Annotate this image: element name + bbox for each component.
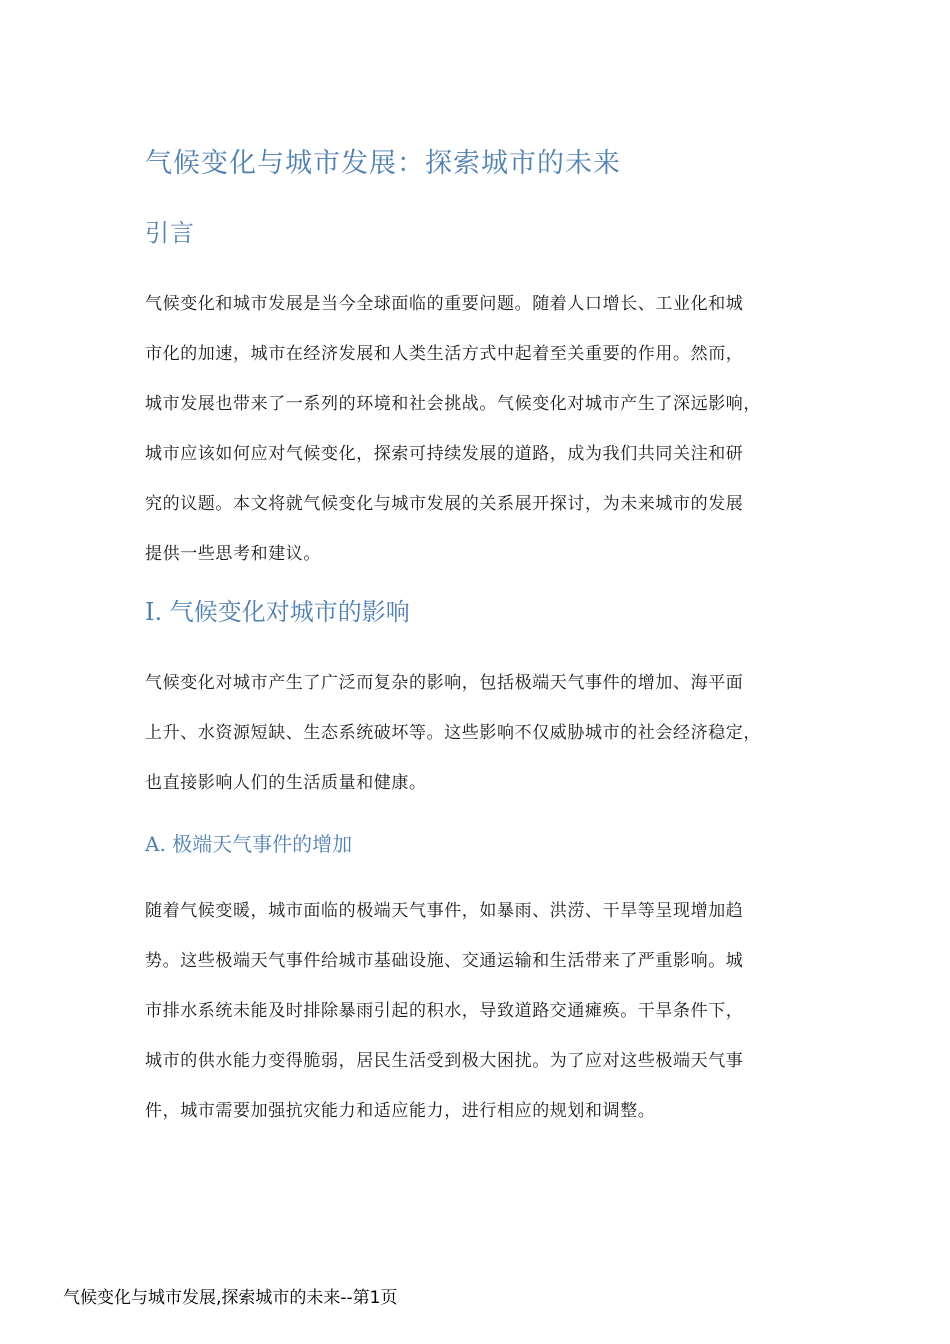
- paragraph-line: 市化的加速，城市在经济发展和人类生活方式中起着至关重要的作用。然而，: [145, 344, 744, 364]
- paragraph-line: 提供一些思考和建议。: [145, 544, 321, 564]
- section-a-paragraph: [145, 886, 825, 1136]
- intro-heading: 引言: [145, 219, 195, 247]
- paragraph-line: 气候变化和城市发展是当今全球面临的重要问题。随着人口增长、工业化和城: [145, 294, 744, 314]
- paragraph-line: 上升、水资源短缺、生态系统破坏等。这些影响不仅威胁城市的社会经济稳定，: [145, 723, 761, 743]
- section-a-heading: A. 极端天气事件的增加: [145, 832, 353, 856]
- section-1-heading: I. 气候变化对城市的影响: [145, 598, 410, 626]
- paragraph-line: 究的议题。本文将就气候变化与城市发展的关系展开探讨，为未来城市的发展: [145, 494, 744, 514]
- paragraph-line: 件，城市需要加强抗灾能力和适应能力，进行相应的规划和调整。: [145, 1101, 656, 1121]
- document-title: 气候变化与城市发展：探索城市的未来: [145, 148, 621, 179]
- paragraph-line: 势。这些极端天气事件给城市基础设施、交通运输和生活带来了严重影响。城: [145, 951, 744, 971]
- section-1-paragraph: [145, 658, 825, 808]
- paragraph-line: 市排水系统未能及时排除暴雨引起的积水，导致道路交通瘫痪。干旱条件下，: [145, 1001, 744, 1021]
- intro-paragraph: [145, 279, 825, 579]
- paragraph-line: 城市发展也带来了一系列的环境和社会挑战。气候变化对城市产生了深远影响，: [145, 394, 761, 414]
- page-footer: 气候变化与城市发展,探索城市的未来--第1页: [63, 1288, 398, 1308]
- paragraph-line: 随着气候变暖，城市面临的极端天气事件，如暴雨、洪涝、干旱等呈现增加趋: [145, 901, 744, 921]
- paragraph-line: 城市应该如何应对气候变化，探索可持续发展的道路，成为我们共同关注和研: [145, 444, 744, 464]
- paragraph-line: 气候变化对城市产生了广泛而复杂的影响，包括极端天气事件的增加、海平面: [145, 673, 744, 693]
- paragraph-line: 也直接影响人们的生活质量和健康。: [145, 773, 427, 793]
- paragraph-line: 城市的供水能力变得脆弱，居民生活受到极大困扰。为了应对这些极端天气事: [145, 1051, 744, 1071]
